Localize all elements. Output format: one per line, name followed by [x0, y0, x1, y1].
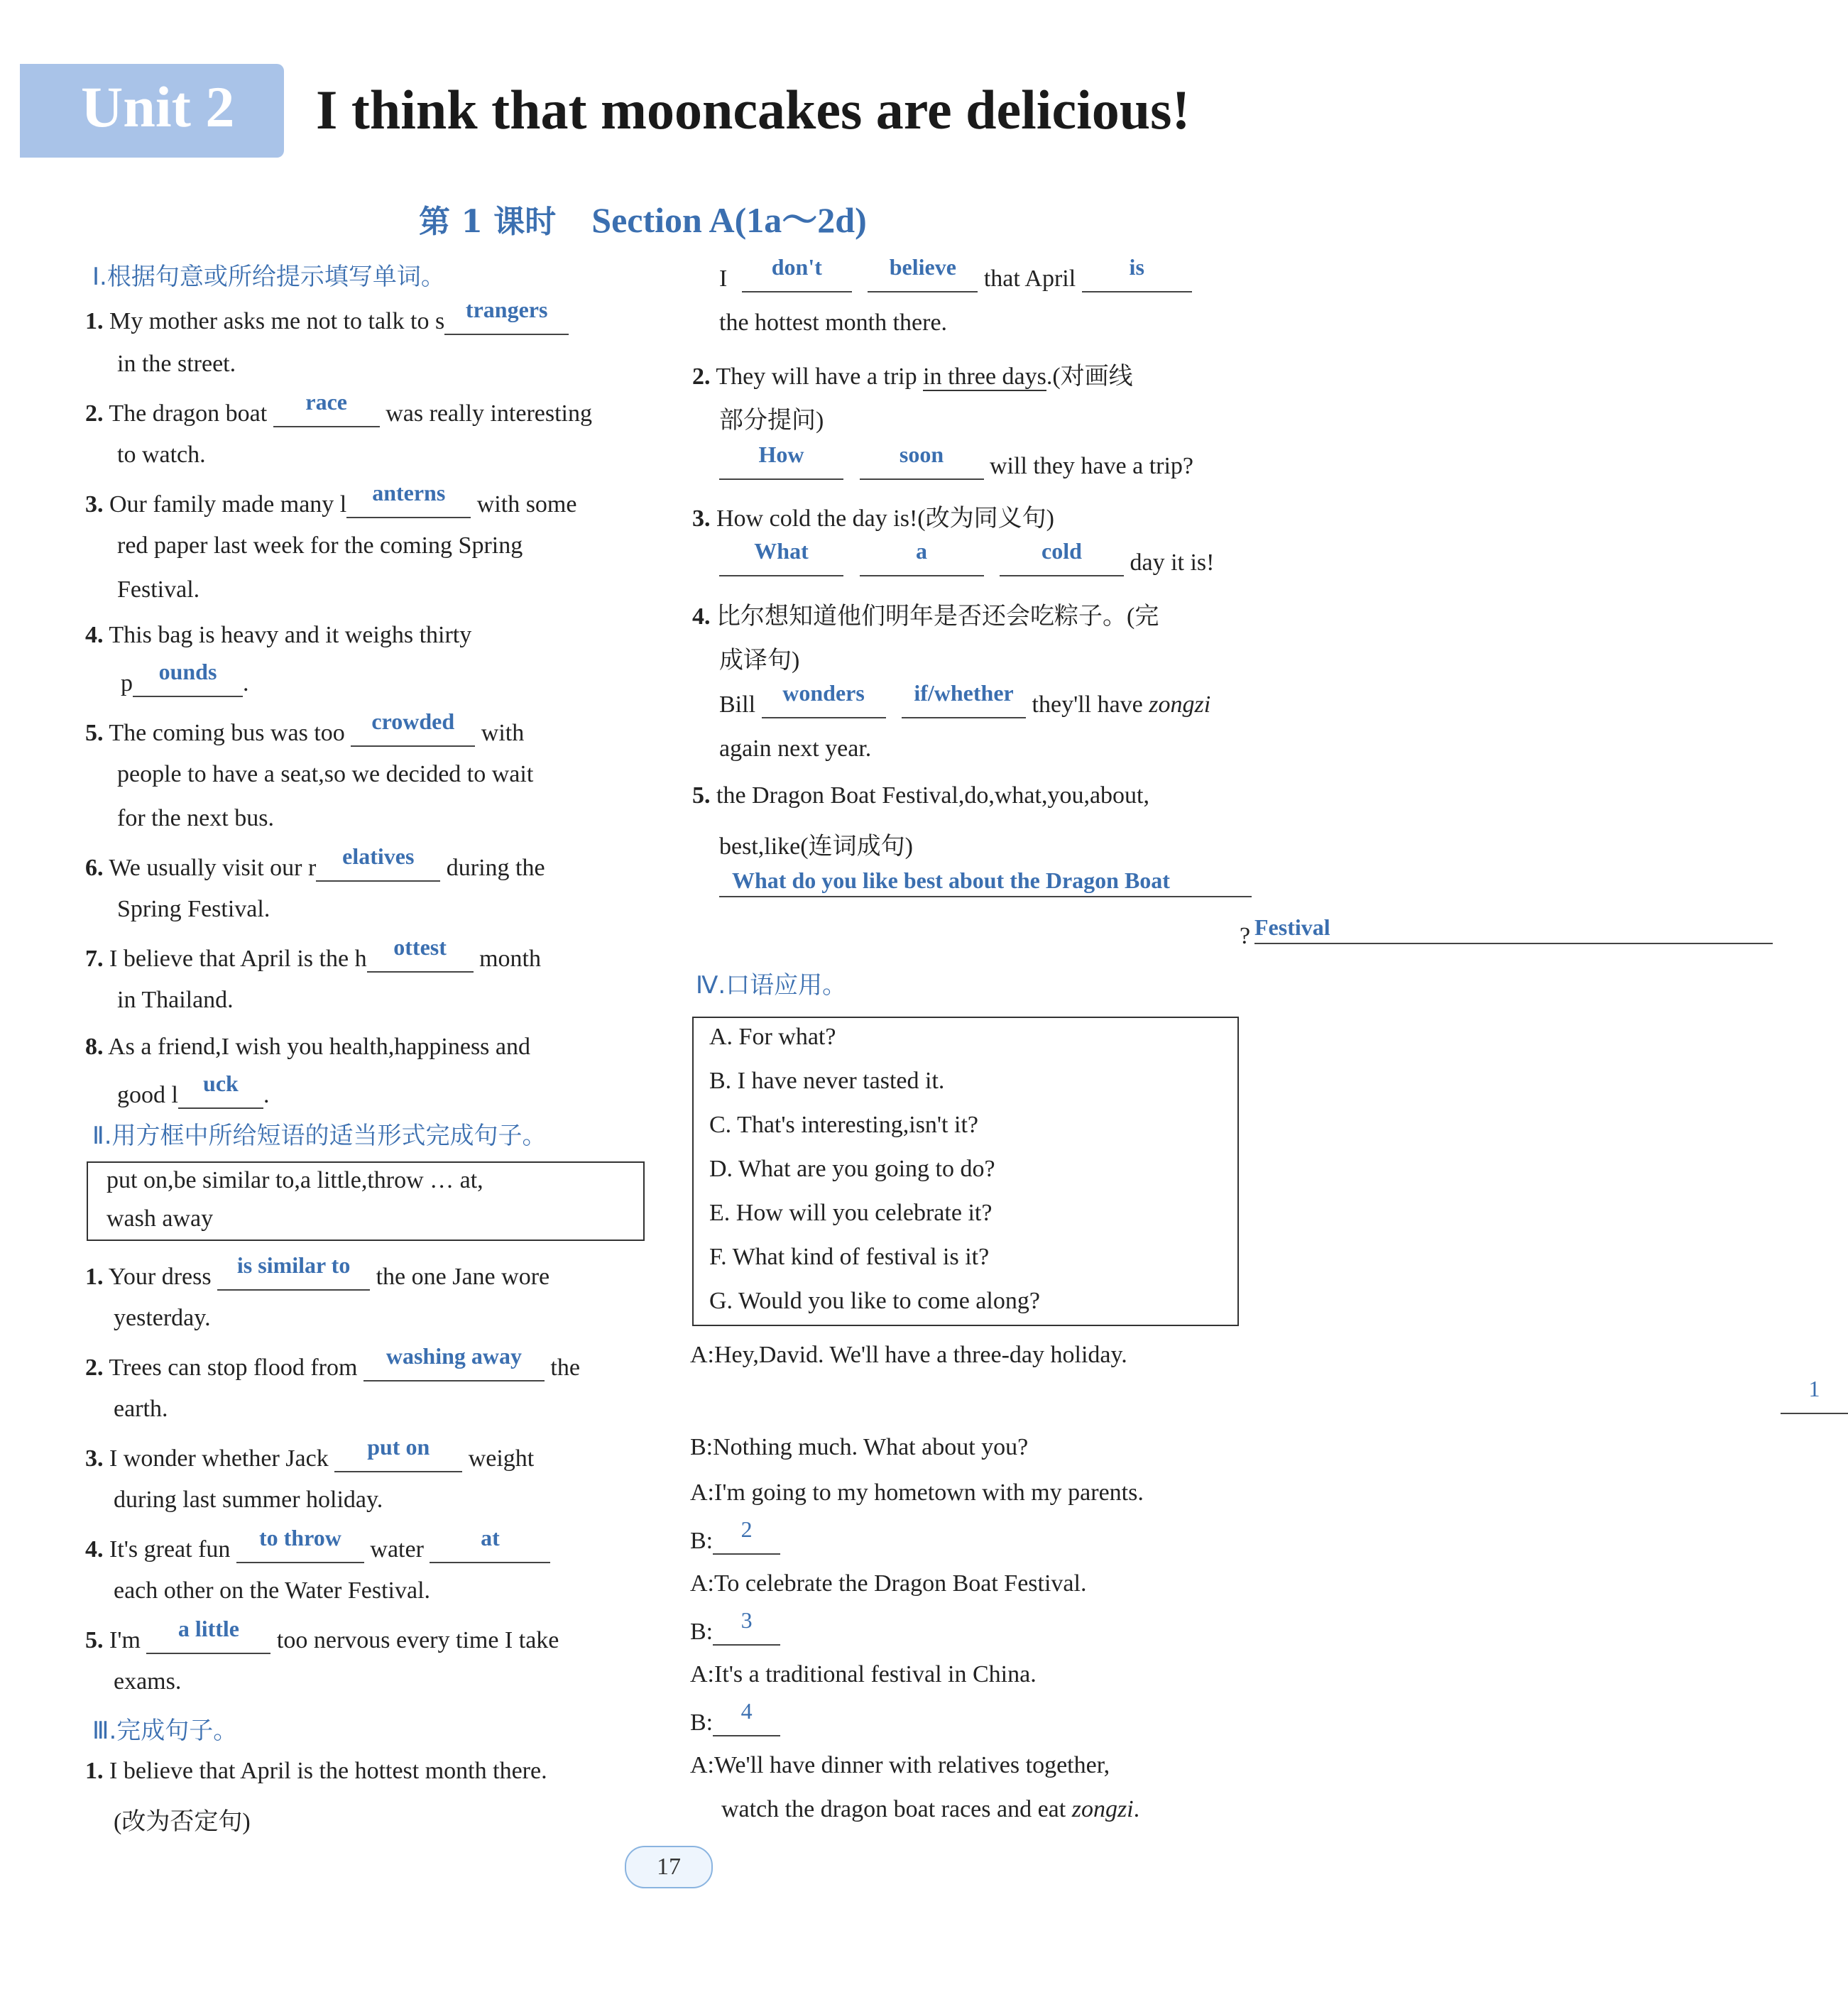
item-text: This bag is heavy and it weighs thirty [109, 622, 472, 648]
item-continuation: in Thailand. [117, 987, 234, 1013]
part4-heading: Ⅳ.口语应用。 [696, 971, 847, 1000]
p3-item4-answer [719, 680, 1211, 718]
item-number: 3. [692, 505, 711, 532]
item-text: Trees can stop flood from [109, 1355, 358, 1381]
answer-blank[interactable] [444, 297, 569, 335]
item-continuation: Spring Festival. [117, 896, 270, 922]
answer: 1 [1808, 1376, 1820, 1401]
section-label: Section A(1a～2d) [591, 200, 867, 240]
item-text: too nervous every time I take [276, 1627, 559, 1653]
item-text: My mother asks me not to talk to s [109, 308, 445, 334]
p3-item5 [692, 782, 1149, 809]
item-text: I believe that April is the h [109, 946, 367, 972]
item-text: that April [983, 266, 1076, 292]
item-text: zongzi [1071, 1796, 1134, 1822]
item-text: during the [446, 855, 545, 881]
answer-blank[interactable] [334, 1434, 462, 1472]
answer-blank[interactable] [346, 480, 471, 518]
answer: 4 [740, 1698, 753, 1724]
option-g: G. Would you like to come along? [709, 1288, 1040, 1314]
dialogue-line: A:Hey,David. We'll have a three-day holiday. [690, 1342, 1127, 1368]
item-number: 2. [85, 400, 104, 427]
item-number: 1. [85, 308, 104, 334]
p3-item1 [85, 1758, 547, 1785]
answer: uck [203, 1071, 239, 1096]
item-number: 7. [85, 946, 104, 972]
item-text: I wonder whether Jack [109, 1445, 329, 1472]
answer-blank[interactable] [236, 1525, 364, 1563]
answer: elatives [342, 843, 415, 869]
section-heading [419, 192, 867, 243]
option-b: B. I have never tasted it. [709, 1068, 945, 1094]
option-d: D. What are you going to do? [709, 1156, 995, 1182]
answer: Festival [1254, 914, 1330, 940]
answer: believe [889, 254, 956, 280]
page-number: 17 [625, 1846, 713, 1888]
answer-blank[interactable] [146, 1616, 270, 1654]
dialogue-line [721, 1796, 1139, 1823]
answer-blank[interactable] [713, 1698, 780, 1736]
item-number: 4. [85, 622, 104, 648]
question-mark: ? [1240, 923, 1251, 949]
item-text: the one Jane wore [376, 1264, 550, 1290]
item-text: It's great fun [109, 1536, 231, 1563]
p3-item2-answer [719, 442, 1194, 480]
p2-item5 [85, 1616, 559, 1654]
item-text: The coming bus was too [109, 720, 345, 746]
item-text: with [481, 720, 525, 746]
p3-item1-answer [719, 254, 1192, 292]
answer: cold [1041, 538, 1082, 564]
p3-item2 [692, 356, 1133, 391]
item-text: day it is! [1130, 549, 1215, 576]
item-text: . [243, 670, 249, 696]
answer: crowded [371, 708, 455, 734]
answer-blank[interactable] [367, 934, 474, 973]
item-number: 1. [85, 1758, 104, 1784]
option-e: E. How will you celebrate it? [709, 1200, 993, 1226]
p1-item4 [85, 622, 471, 649]
answer: don't [771, 254, 822, 280]
answer-blank[interactable] [713, 1607, 780, 1646]
item-continuation: exams. [114, 1668, 182, 1695]
answer: What [754, 538, 809, 564]
item-continuation: for the next bus. [117, 805, 274, 831]
answer: washing away [386, 1343, 522, 1369]
answer-blank[interactable] [430, 1525, 550, 1563]
item-number: 3. [85, 1445, 104, 1472]
speaker: B: [690, 1709, 713, 1736]
option-a: A. For what? [709, 1024, 836, 1050]
answer: 2 [740, 1516, 753, 1542]
item-instruction: best,like(连词成句) [719, 833, 913, 860]
item-text: Bill [719, 691, 756, 718]
item-text: was really interesting [386, 400, 592, 427]
item-instruction: 部分提问) [719, 407, 824, 434]
answer: if/whether [914, 680, 1014, 706]
item-number: 2. [85, 1355, 104, 1381]
phrase-list: wash away [106, 1205, 214, 1232]
answer-blank[interactable] [762, 680, 886, 718]
option-f: F. What kind of festival is it? [709, 1244, 990, 1270]
item-text: The dragon boat [109, 400, 268, 427]
answer-blank[interactable] [1082, 254, 1192, 292]
item-text: the Dragon Boat Festival,do,what,you,about, [716, 782, 1150, 809]
p2-item1 [85, 1252, 550, 1291]
item-continuation: to watch. [117, 442, 206, 468]
p1-item6 [85, 843, 545, 882]
item-text: the [550, 1355, 580, 1381]
answer: is [1129, 254, 1144, 280]
item-text: .(对画线 [1046, 363, 1133, 390]
p1-item5 [85, 708, 525, 747]
item-number: 1. [85, 1264, 104, 1290]
item-number: 4. [85, 1536, 104, 1563]
item-number: 5. [692, 782, 711, 809]
item-continuation: people to have a seat,so we decided to wait [117, 761, 534, 787]
p1-item3 [85, 480, 577, 518]
answer-blank[interactable] [217, 1252, 370, 1291]
item-text: good l [117, 1082, 178, 1108]
dialogue-line: A:To celebrate the Dragon Boat Festival. [690, 1570, 1087, 1597]
dialogue-line: A:We'll have dinner with relatives together, [690, 1752, 1110, 1778]
item-number: 2. [692, 363, 711, 390]
answer: ottest [393, 934, 447, 960]
item-continuation: Festival. [117, 576, 200, 603]
item-continuation: again next year. [719, 735, 872, 762]
answer: a [916, 538, 927, 564]
p3-item3-answer [719, 538, 1215, 576]
item-continuation: yesterday. [114, 1305, 211, 1331]
answer: anterns [372, 480, 446, 505]
item-text: . [1133, 1796, 1140, 1822]
item-number: 6. [85, 855, 104, 881]
item-text: How cold the day is!(改为同义句) [716, 505, 1054, 532]
item-text: Our family made many l [109, 491, 347, 518]
item-continuation: during last summer holiday. [114, 1487, 383, 1513]
answer: put on [367, 1434, 430, 1460]
underlined-phrase: in three days [923, 363, 1046, 390]
p1-item2 [85, 389, 592, 427]
answer-blank[interactable] [316, 843, 440, 882]
item-text: As a friend,I wish you health,happiness and [108, 1034, 530, 1060]
p1-item8 [85, 1034, 530, 1061]
answer-blank[interactable] [742, 254, 852, 292]
item-text: I [719, 266, 728, 292]
answer-blank[interactable] [860, 442, 984, 480]
dialogue-line: A:I'm going to my hometown with my parents. [690, 1479, 1144, 1506]
p2-item3 [85, 1434, 535, 1472]
item-continuation: red paper last week for the coming Spring [117, 532, 523, 559]
item-number: 5. [85, 1627, 104, 1653]
phrase-list: put on,be similar to,a little,throw … at, [106, 1167, 483, 1193]
answer: to throw [258, 1525, 341, 1550]
answer-blank[interactable] [273, 389, 380, 427]
item-continuation: the hottest month there. [719, 310, 948, 336]
answer-blank[interactable] [178, 1071, 263, 1109]
answer-blank[interactable] [719, 868, 1252, 897]
answer-blank[interactable] [1781, 1376, 1848, 1414]
dialogue-line [690, 1607, 780, 1646]
answer-blank[interactable] [713, 1516, 780, 1555]
unit-badge [20, 64, 284, 158]
answer-blank[interactable] [902, 680, 1026, 718]
p1-item4-line2 [121, 659, 249, 697]
item-text: they'll have [1032, 691, 1143, 718]
answer: at [481, 1525, 500, 1550]
answer: a little [177, 1616, 239, 1641]
item-continuation: earth. [114, 1396, 168, 1422]
option-c: C. That's interesting,isn't it? [709, 1112, 978, 1138]
dialogue-line [690, 1698, 780, 1736]
answer: race [305, 389, 347, 415]
item-text: 比尔想知道他们明年是否还会吃粽子。(完 [716, 603, 1159, 630]
item-text: Your dress [108, 1264, 212, 1290]
options-box [692, 1017, 1239, 1326]
answer-blank[interactable] [868, 254, 978, 292]
answer-blank[interactable] [719, 538, 843, 576]
answer: ounds [158, 659, 217, 684]
p3-item3 [692, 498, 1054, 533]
item-text: weight [468, 1445, 535, 1472]
answer-blank[interactable] [719, 442, 843, 480]
answer: is similar to [236, 1252, 351, 1278]
p1-item1 [85, 297, 569, 335]
answer: How [758, 442, 804, 467]
answer: wonders [782, 680, 865, 706]
answer-blank[interactable] [1254, 914, 1773, 944]
dialogue-line: B:Nothing much. What about you? [690, 1434, 1029, 1460]
item-text: water [370, 1536, 424, 1563]
item-text: with some [476, 491, 577, 518]
phrase-box [87, 1161, 645, 1241]
item-text: I'm [109, 1627, 141, 1653]
item-text: They will have a trip [716, 363, 924, 390]
page-title: I think that mooncakes are delicious! [316, 79, 1191, 141]
unit-label: Unit 2 [81, 75, 235, 139]
answer: What do you like best about the Dragon Boat [732, 868, 1170, 893]
item-text: zongzi [1149, 691, 1211, 718]
answer: trangers [465, 297, 548, 322]
item-number: 4. [692, 603, 711, 630]
item-continuation: each other on the Water Festival. [114, 1577, 431, 1604]
p2-item4 [85, 1525, 550, 1563]
item-number: 3. [85, 491, 104, 518]
p3-item4 [692, 596, 1159, 631]
answer-blank[interactable] [133, 659, 243, 697]
p1-item7 [85, 934, 541, 973]
item-text: We usually visit our r [109, 855, 317, 881]
item-continuation: in the street. [117, 351, 236, 377]
part2-heading: Ⅱ.用方框中所给短语的适当形式完成句子。 [92, 1122, 547, 1150]
dialogue-line: A:It's a traditional festival in China. [690, 1661, 1037, 1687]
answer-blank[interactable] [1000, 538, 1124, 576]
p2-item2 [85, 1343, 580, 1382]
answer: 3 [740, 1607, 753, 1633]
item-number: 8. [85, 1034, 104, 1060]
speaker: B: [690, 1528, 713, 1554]
part3-heading: Ⅲ.完成句子。 [92, 1717, 238, 1745]
answer-blank[interactable] [363, 1343, 545, 1382]
item-instruction: 成译句) [719, 647, 800, 674]
part1-heading: Ⅰ.根据句意或所给提示填写单词。 [92, 263, 445, 291]
item-text: I believe that April is the hottest month there. [109, 1758, 547, 1784]
item-text: p [121, 670, 133, 696]
p1-item8-line2 [117, 1071, 270, 1109]
dialogue-line [690, 1516, 780, 1555]
answer: soon [899, 442, 944, 467]
item-instruction: (改为否定句) [114, 1809, 251, 1835]
lesson-label: 第 1 课时 [419, 204, 557, 240]
item-text: watch the dragon boat races and eat [721, 1796, 1072, 1822]
item-text: . [263, 1082, 270, 1108]
item-text: will they have a trip? [990, 453, 1194, 479]
answer-blank[interactable] [860, 538, 984, 576]
answer-blank[interactable] [351, 708, 475, 747]
speaker: B: [690, 1619, 713, 1645]
item-number: 5. [85, 720, 104, 746]
item-text: month [479, 946, 541, 972]
